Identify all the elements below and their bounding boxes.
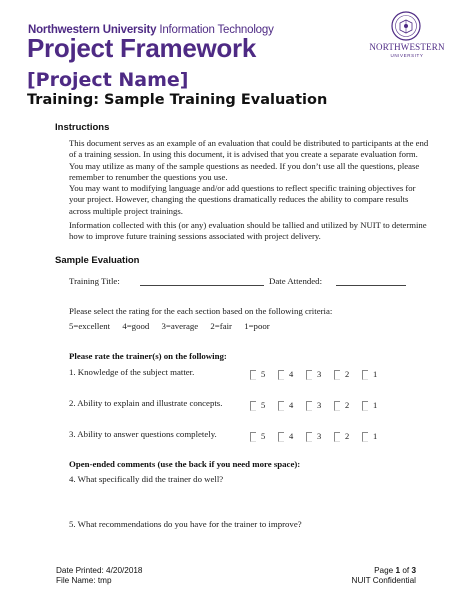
rating-value: 2 <box>345 400 350 410</box>
rating-value: 1 <box>373 400 378 410</box>
rating-row-1 <box>0 368 474 380</box>
instructions-paragraph: Information collected with this (or any) evaluation should be tallied and utilized by NUIT to determine how to improve future training sessions associated with project delivery. <box>69 220 427 242</box>
rating-row-2 <box>0 399 474 411</box>
training-title-field[interactable] <box>140 285 264 286</box>
rating-value: 3 <box>317 431 322 441</box>
rating-value: 1 <box>373 369 378 379</box>
instructions-heading: Instructions <box>55 122 110 133</box>
rating-checkbox[interactable] <box>250 370 256 380</box>
rating-checkbox[interactable] <box>362 432 368 442</box>
rating-checkbox[interactable] <box>306 401 312 411</box>
rating-checkbox[interactable] <box>306 432 312 442</box>
rating-value: 5 <box>261 431 266 441</box>
question-5: 5. What recommendations do you have for the trainer to improve? <box>69 519 302 529</box>
instructions-paragraph: This document serves as an example of an evaluation that could be distributed to participants at the end of a training session. In using this document, it is advised that you create a separate evaluation form. You may utilize as many of the sample questions as needed. If you don’t use all the questions, please remember to renumber the questions you use. <box>69 138 429 183</box>
rating-value: 4 <box>289 431 294 441</box>
logo-wordmark: NORTHWESTERN <box>369 42 445 52</box>
rating-value: 5 <box>261 400 266 410</box>
project-name: [Project Name] <box>27 69 189 91</box>
scale-item: 3=average <box>161 321 199 331</box>
rating-scale <box>69 321 280 331</box>
rating-checkbox[interactable] <box>278 432 284 442</box>
question-2: 2. Ability to explain and illustrate concepts. <box>69 398 223 408</box>
scale-item: 5=excellent <box>69 321 111 331</box>
page-total: 3 <box>411 566 416 575</box>
date-attended-field[interactable] <box>336 285 406 286</box>
document-subtitle: Training: Sample Training Evaluation <box>27 92 328 108</box>
question-1: 1. Knowledge of the subject matter. <box>69 367 195 377</box>
training-title-label: Training Title: <box>69 276 120 286</box>
rating-instruction: Please select the rating for the each section based on the following criteria: <box>69 306 333 316</box>
rating-value: 4 <box>289 400 294 410</box>
framework-title: Project Framework <box>27 33 256 63</box>
footer-date-printed: Date Printed: 4/20/2018 <box>56 566 143 575</box>
footer-confidential: NUIT Confidential <box>351 576 416 585</box>
rating-checkbox[interactable] <box>278 370 284 380</box>
rating-value: 4 <box>289 369 294 379</box>
rating-checkbox[interactable] <box>250 401 256 411</box>
org-department: Information Technology <box>159 24 274 36</box>
rating-value: 5 <box>261 369 266 379</box>
rating-row-3 <box>0 430 474 442</box>
rating-checkbox[interactable] <box>362 370 368 380</box>
scale-item: 1=poor <box>244 321 270 331</box>
rating-checkbox[interactable] <box>334 370 340 380</box>
page-of: of <box>400 566 412 575</box>
rating-value: 3 <box>317 369 322 379</box>
question-3: 3. Ability to answer questions completely. <box>69 429 217 439</box>
rating-checkbox[interactable] <box>278 401 284 411</box>
rating-checkbox[interactable] <box>362 401 368 411</box>
date-attended-label: Date Attended: <box>269 276 323 286</box>
page-current: 1 <box>395 566 401 575</box>
footer-file-name: File Name: tmp <box>56 576 112 585</box>
rating-checkbox[interactable] <box>250 432 256 442</box>
scale-item: 4=good <box>122 321 150 331</box>
rating-checkbox[interactable] <box>334 432 340 442</box>
question-4: 4. What specifically did the trainer do well? <box>69 474 224 484</box>
rating-value: 2 <box>345 431 350 441</box>
rating-value: 2 <box>345 369 350 379</box>
instructions-paragraph: You may want to modifying language and/or add questions to reflect specific training objectives for your project. However, changing the questions dramatically reduces the ability to compare results across multiple project trainings. <box>69 183 416 216</box>
page-prefix: Page <box>374 566 396 575</box>
logo-subtext: UNIVERSITY <box>390 53 424 58</box>
rating-checkbox[interactable] <box>306 370 312 380</box>
trainer-rating-heading: Please rate the trainer(s) on the following: <box>69 351 227 361</box>
sample-evaluation-heading: Sample Evaluation <box>55 255 140 266</box>
university-seal-icon <box>391 11 421 41</box>
scale-item: 2=fair <box>210 321 232 331</box>
rating-checkbox[interactable] <box>334 401 340 411</box>
rating-value: 1 <box>373 431 378 441</box>
rating-value: 3 <box>317 400 322 410</box>
footer-page-number <box>374 566 416 575</box>
org-name: Northwestern University <box>28 24 157 36</box>
open-ended-heading: Open-ended comments (use the back if you need more space): <box>69 459 301 469</box>
